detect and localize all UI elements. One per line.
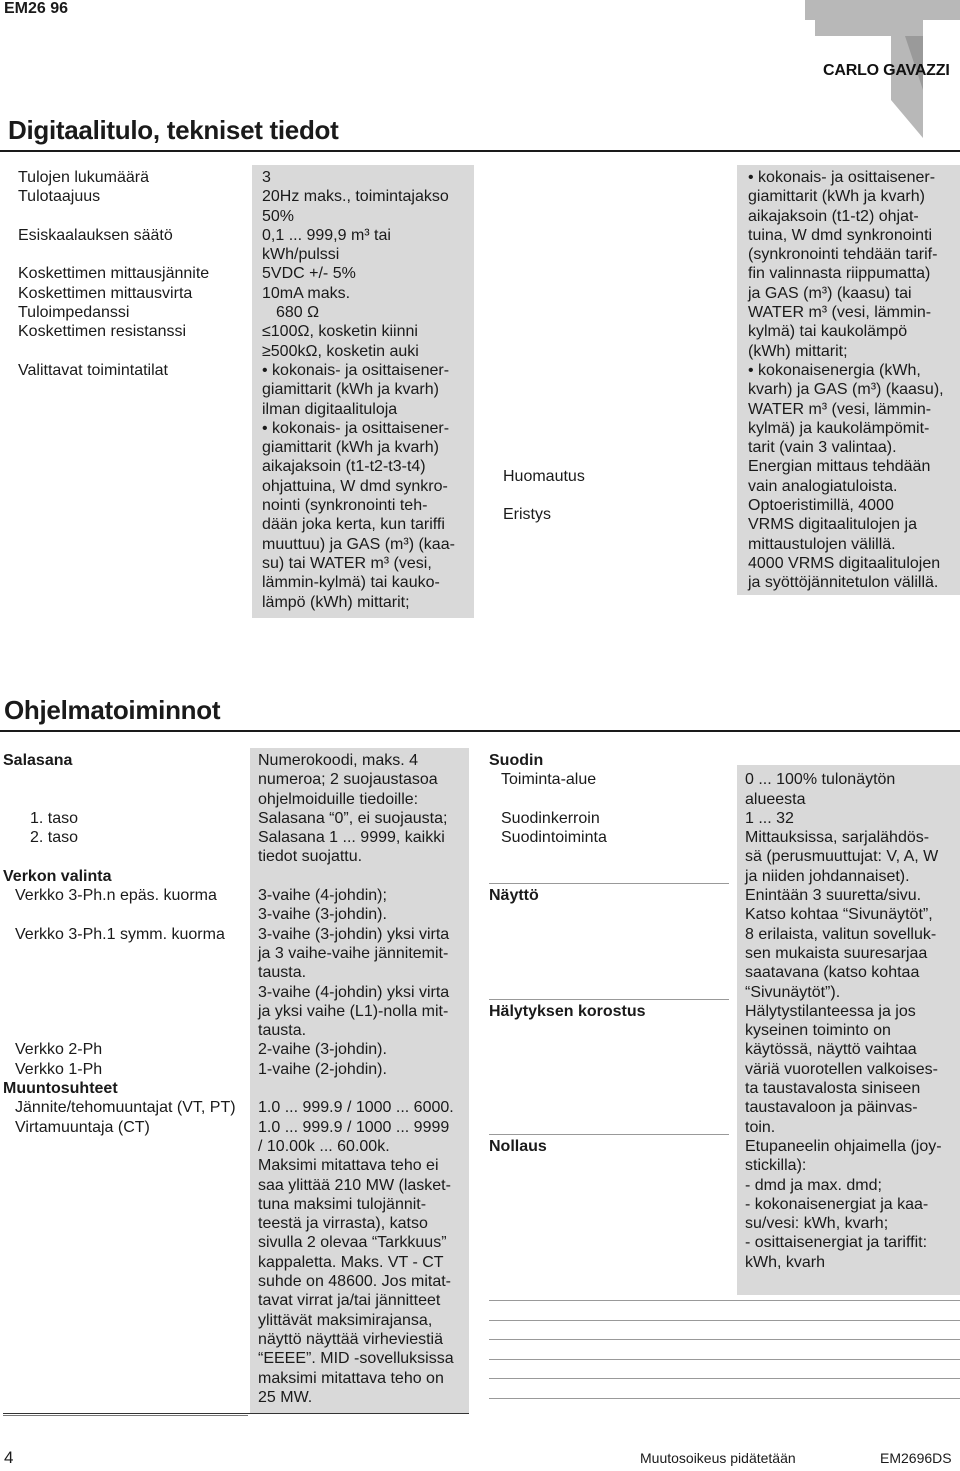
prog-value: ylittävät maksimirajansa, — [258, 1311, 433, 1329]
spec-value: • kokonais- ja osittaisener- — [262, 361, 450, 379]
prog-value: näyttö näyttää virheviestiä — [258, 1330, 443, 1348]
prog-value — [258, 867, 454, 886]
spec-right-value: WATER m³ (vesi, lämmin- — [748, 304, 932, 322]
prog-label-right — [489, 925, 646, 944]
prog-value-right: Hälytystilanteessa ja jos — [745, 1002, 916, 1020]
prog-label-right: Suodinkerroin — [501, 809, 600, 827]
spec-right-value: fin valinnasta riippumatta) — [748, 265, 931, 283]
prog-label — [3, 963, 236, 982]
brand-logo — [805, 0, 960, 138]
spec-value: • kokonais- ja osittaisener- — [262, 419, 450, 437]
prog-value: 25 MW. — [258, 1388, 313, 1406]
prog-value-right: - kokonaisenergiat ja kaa- — [745, 1195, 929, 1213]
spec-label: Tuloimpedanssi — [18, 304, 130, 322]
prog-value-right: kWh, kvarh — [745, 1253, 826, 1271]
prog-value-right: - dmd ja max. dmd; — [745, 1176, 882, 1194]
prog-value: ja 3 vaihe-vaihe jännitemit- — [258, 944, 449, 962]
prog-label: Jännite/tehomuuntajat (VT, PT) — [15, 1099, 236, 1117]
prog-value: teestä ja virrasta), katso — [258, 1215, 428, 1233]
spec-value: ohjattuina, W dmd synkro- — [262, 477, 448, 495]
spec-right-value: ja syöttöjännitetulon välillä. — [748, 574, 939, 592]
prog-value: / 10.00k ... 60.00k. — [258, 1137, 390, 1155]
spec-right-value: aikajaksoin (t1-t2) ohjat- — [748, 207, 919, 225]
prog-value-right: kyseinen toiminto on — [745, 1022, 891, 1040]
page-number: 4 — [4, 1448, 14, 1467]
prog-label-right — [489, 963, 646, 982]
spec-right-value: WATER m³ (vesi, lämmin- — [748, 400, 932, 418]
prog-value: Salasana “0”, ei suojausta; — [258, 809, 448, 827]
prog-label-right — [489, 1021, 646, 1040]
prog-value: “EEEE”. MID -sovelluksissa — [258, 1350, 454, 1368]
prog-value-right: väriä vuorotellen valkoises- — [745, 1060, 938, 1078]
prog-labels-right — [489, 751, 646, 1156]
spec-right-label: Huomautus — [503, 468, 585, 485]
prog-label: Salasana — [3, 752, 73, 769]
prog-label-right: Suodintoiminta — [501, 829, 607, 847]
prog-value: suhde on 48600. Jos mitat- — [258, 1273, 452, 1291]
spec-value: 680 Ω — [276, 304, 320, 322]
prog-value: tausta. — [258, 1022, 307, 1040]
spec-right-value: kvarh) ja GAS (m³) (kaasu), — [748, 381, 944, 399]
spec-right-label: Eristys — [503, 506, 551, 523]
spec-label: Koskettimen resistanssi — [18, 323, 187, 341]
spec-label — [18, 342, 209, 361]
spec-label: Koskettimen mittausjännite — [18, 265, 210, 283]
prog-value: 3-vaihe (4-johdin) yksi virta — [258, 983, 450, 1001]
spec-value: nointi (synkronointi teh- — [262, 497, 428, 515]
prog-value-right: 8 erilaista, valitun sovelluk- — [745, 925, 937, 943]
prog-value-right: sen mukaista suuresarjaa — [745, 944, 928, 962]
prog-value-right: sä (perusmuuttujat: V, A, W — [745, 848, 939, 866]
prog-value: tausta. — [258, 964, 307, 982]
spec-right-value: kylmä) ja kaukolämpömit- — [748, 419, 930, 437]
prog-value: 3-vaihe (4-johdin); — [258, 887, 387, 905]
spec-value: aikajaksoin (t1-t2-t3-t4) — [262, 458, 426, 476]
spec-value: su) tai WATER m³ (vesi, — [262, 554, 432, 572]
spec-right-value: mittaustulojen välillä. — [748, 535, 896, 553]
prog-value: 1.0 ... 999.9 / 1000 ... 6000. — [258, 1099, 454, 1117]
spec-right-value: • kokonais- ja osittaisener- — [748, 169, 936, 186]
spec-label — [18, 245, 209, 264]
prog-value: Maksimi mitattava teho ei — [258, 1157, 439, 1175]
spec-label: Koskettimen mittausvirta — [18, 284, 193, 302]
prog-value-right: su/vesi: kWh, kvarh; — [745, 1215, 889, 1233]
brand-name: CARLO GAVAZZI — [823, 62, 950, 79]
blank-line — [489, 1398, 960, 1399]
prog-label: Verkko 3-Ph.1 symm. kuorma — [15, 925, 225, 943]
prog-label — [3, 944, 236, 963]
group-separator — [489, 883, 729, 884]
prog-label: Verkon valinta — [3, 867, 112, 885]
spec-value: muuttuu) ja GAS (m³) (kaa- — [262, 535, 455, 553]
doc-code: EM2696DS — [880, 1450, 952, 1466]
prog-label — [3, 1021, 236, 1040]
section-title-digital-input: Digitaalitulo, tekniset tiedot — [8, 115, 339, 145]
prog-value: ja yksi vaihe (L1)-nolla mit- — [258, 1002, 449, 1020]
prog-value: tuna maksimi tulojännit- — [258, 1195, 427, 1213]
spec-label: Tulojen lukumäärä — [18, 169, 150, 186]
prog-value: 1.0 ... 999.9 / 1000 ... 9999 — [258, 1118, 450, 1136]
prog-label-right — [489, 790, 646, 809]
prog-label — [3, 905, 236, 924]
prog-value-right: alueesta — [745, 790, 806, 808]
blank-line — [489, 1320, 960, 1321]
prog-label: Verkko 2-Ph — [15, 1041, 103, 1059]
footer-note: Muutosoikeus pidätetään — [640, 1450, 796, 1466]
spec-right-value: • kokonaisenergia (kWh, — [748, 361, 921, 379]
spec-right-value: vain analogiatuloista. — [748, 477, 898, 495]
prog-value-right: stickilla): — [745, 1157, 807, 1175]
spec-right-value: tuina, W dmd synkronointi — [748, 226, 933, 244]
group-separator — [489, 1134, 729, 1135]
spec-labels — [18, 168, 209, 380]
spec-right-value: tarit (vain 3 valintaa). — [748, 439, 897, 457]
prog-value: tavat virrat ja/tai jännitteet — [258, 1292, 441, 1310]
prog-value-right: 0 ... 100% tulonäytön — [745, 771, 896, 789]
spec-value: 3 — [262, 169, 271, 186]
prog-label: Virtamuuntaja (CT) — [15, 1118, 150, 1136]
prog-label-right — [489, 1079, 646, 1098]
spec-value: ≤100Ω, kosketin kiinni — [262, 323, 418, 341]
spec-right-value: giamittarit (kWh ja kvarh) — [748, 188, 925, 206]
spec-label — [18, 207, 209, 226]
col1-end-rule — [3, 1415, 248, 1416]
prog-value: kappaletta. Maks. VT - CT — [258, 1253, 444, 1271]
prog-label — [3, 1002, 236, 1021]
prog-label-right — [489, 944, 646, 963]
prog-value: 1-vaihe (2-johdin). — [258, 1060, 387, 1078]
prog-value: Numerokoodi, maks. 4 — [258, 752, 419, 769]
blank-line — [489, 1359, 960, 1360]
prog-value: 3-vaihe (3-johdin) yksi virta — [258, 925, 450, 943]
spec-value: kWh/pulssi — [262, 246, 340, 264]
prog-value-right: - osittaisenergiat ja tariffit: — [745, 1234, 928, 1252]
prog-value: sivulla 2 olevaa “Tarkkuus” — [258, 1234, 447, 1252]
spec-label: Esiskaalauksen säätö — [18, 226, 173, 244]
spec-values — [262, 168, 455, 612]
spec-right-value: kylmä) tai kaukolämpö — [748, 323, 908, 341]
prog-label-right — [489, 847, 646, 866]
blank-line — [489, 1300, 960, 1301]
spec-value: lämmin-kylmä) tai kauko- — [262, 574, 440, 592]
prog-value-right: Mittauksissa, sarjalähdös- — [745, 829, 930, 847]
spec-right-value: (kWh) mittarit; — [748, 342, 848, 360]
blank-line — [489, 1339, 960, 1340]
section-rule — [0, 150, 960, 152]
spec-value: dään joka kerta, kun tariffi — [262, 516, 445, 534]
spec-label: Tulotaajuus — [18, 188, 101, 206]
prog-label-right: Toiminta-alue — [501, 771, 597, 789]
spec-value: 5VDC +/- 5% — [262, 265, 356, 283]
prog-value: 3-vaihe (3-johdin). — [258, 906, 387, 924]
prog-value-right: Katso kohtaa “Sivunäytöt”, — [745, 906, 933, 924]
prog-values-left — [258, 751, 454, 1407]
spec-right-value: (synkronointi tehdään tarif- — [748, 246, 938, 264]
prog-values-right — [745, 751, 942, 1272]
prog-label: Verkko 1-Ph — [15, 1060, 103, 1078]
prog-value: tiedot suojattu. — [258, 848, 363, 866]
prog-label-right — [489, 1060, 646, 1079]
prog-value-right: toin. — [745, 1118, 776, 1136]
col1-bottom-rule — [3, 1413, 469, 1414]
spec-right-value: ja GAS (m³) (kaasu) tai — [748, 284, 912, 302]
group-separator — [489, 999, 729, 1000]
prog-label-right: Näyttö — [489, 887, 539, 905]
spec-value: 0,1 ... 999,9 m³ tai — [262, 226, 391, 244]
prog-value-right: 1 ... 32 — [745, 809, 794, 827]
prog-label — [3, 790, 236, 809]
prog-label-right — [489, 1040, 646, 1059]
prog-value-right: taustavaloon ja päinvas- — [745, 1099, 918, 1117]
prog-value: numeroa; 2 suojaustasoa — [258, 771, 438, 789]
prog-value: maksimi mitattava teho on — [258, 1369, 444, 1387]
prog-value-right: ja niiden johdannaiset). — [745, 867, 910, 885]
spec-label: Valittavat toimintatilat — [18, 361, 168, 379]
spec-value: ≥500kΩ, kosketin auki — [262, 342, 419, 360]
prog-label: Muuntosuhteet — [3, 1080, 118, 1098]
prog-value: saa ylittää 210 MW (lasket- — [258, 1176, 451, 1194]
spec-right-value: VRMS digitaalitulojen ja — [748, 516, 917, 534]
spec-value: lämpö (kWh) mittarit; — [262, 593, 410, 611]
prog-value: ohjelmoiduille tiedoille: — [258, 790, 419, 808]
prog-value: 2-vaihe (3-johdin). — [258, 1041, 387, 1059]
spec-right-labels — [503, 458, 585, 534]
prog-labels-left — [3, 751, 236, 1137]
prog-label — [3, 770, 236, 789]
spec-value: giamittarit (kWh ja kvarh) — [262, 381, 439, 399]
spec-value: giamittarit (kWh ja kvarh) — [262, 439, 439, 457]
prog-label — [3, 983, 236, 1002]
prog-value-right — [745, 751, 942, 770]
spec-right-values — [748, 168, 944, 593]
prog-label: 1. taso — [30, 809, 79, 827]
prog-label-right — [489, 905, 646, 924]
prog-value-right: “Sivunäytöt”). — [745, 983, 841, 1001]
spec-value: 20Hz maks., toimintajakso — [262, 188, 449, 206]
section-title-programming: Ohjelmatoiminnot — [4, 695, 221, 725]
spec-right-value: 4000 VRMS digitaalitulojen — [748, 554, 941, 572]
model-code: EM26 96 — [4, 0, 69, 17]
prog-value: Salasana 1 ... 9999, kaikki — [258, 829, 445, 847]
prog-value-right: saatavana (katso kohtaa — [745, 964, 920, 982]
prog-label-right: Suodin — [489, 752, 544, 769]
spec-right-value: Optoeristimillä, 4000 — [748, 497, 894, 515]
prog-label-right — [489, 1098, 646, 1117]
blank-line — [489, 1378, 960, 1379]
prog-label: Verkko 3-Ph.n epäs. kuorma — [15, 887, 217, 905]
prog-value-right: Enintään 3 suuretta/sivu. — [745, 887, 922, 905]
spec-right-value: Energian mittaus tehdään — [748, 458, 931, 476]
prog-label — [3, 847, 236, 866]
spec-value: 50% — [262, 207, 295, 225]
prog-value-right: ta taustavalosta siniseen — [745, 1080, 921, 1098]
section-rule-2 — [0, 730, 960, 732]
prog-label-right: Nollaus — [489, 1137, 547, 1155]
spec-value: ilman digitaalituloja — [262, 400, 398, 418]
prog-label-right: Hälytyksen korostus — [489, 1002, 646, 1020]
prog-value — [258, 1079, 454, 1098]
prog-label: 2. taso — [30, 829, 79, 847]
prog-value-right: käytössä, näyttö vaihtaa — [745, 1041, 917, 1059]
spec-value: 10mA maks. — [262, 284, 351, 302]
prog-value-right: Etupaneelin ohjaimella (joy- — [745, 1137, 942, 1155]
